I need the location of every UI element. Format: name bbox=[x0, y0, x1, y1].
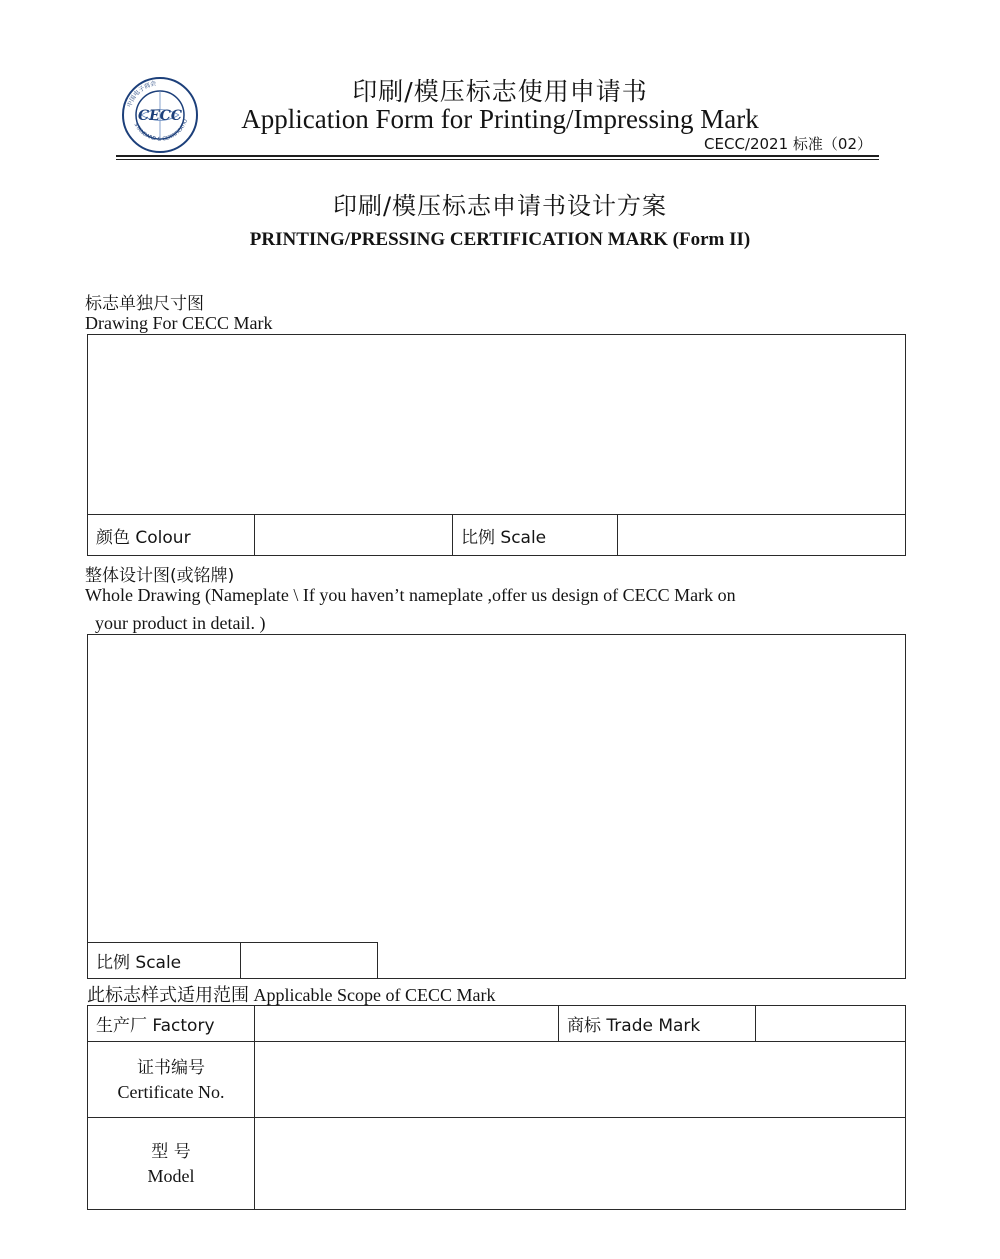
model-label-en: Model bbox=[147, 1165, 195, 1186]
trademark-field[interactable] bbox=[756, 1006, 906, 1042]
header-title-cn: 印刷/模压标志使用申请书 bbox=[352, 77, 648, 106]
whole-scale-row bbox=[87, 942, 378, 979]
section1-label-cn: 标志单独尺寸图 bbox=[85, 294, 204, 314]
model-label-cn: 型 号 bbox=[151, 1141, 191, 1162]
section3-label: 此标志样式适用范围 Applicable Scope of CECC Mark bbox=[87, 985, 496, 1005]
form-title-en: PRINTING/PRESSING CERTIFICATION MARK (Form II) bbox=[249, 229, 751, 250]
scale-label: 比例 Scale bbox=[461, 527, 547, 548]
mark-drawing-area[interactable] bbox=[87, 334, 906, 515]
scale-field[interactable] bbox=[618, 515, 906, 556]
form-title-cn: 印刷/模压标志申请书设计方案 bbox=[332, 192, 668, 220]
colour-scale-row bbox=[87, 514, 906, 556]
header-title-en: Application Form for Printing/Impressing Mark bbox=[241, 104, 759, 134]
scope-table bbox=[87, 1005, 906, 1210]
certificate-label-cn: 证书编号 bbox=[137, 1057, 205, 1078]
whole-scale-label: 比例 Scale bbox=[96, 953, 182, 973]
certificate-label-en: Certificate No. bbox=[117, 1081, 225, 1102]
colour-field[interactable] bbox=[255, 515, 453, 556]
factory-field[interactable] bbox=[255, 1006, 559, 1042]
colour-label: 颜色 Colour bbox=[96, 527, 191, 548]
cecc-logo bbox=[121, 76, 199, 154]
document-code: CECC/2021 标准（02） bbox=[704, 135, 872, 153]
svg-text:中国电子商会: 中国电子商会 bbox=[126, 80, 157, 109]
section2-label-cn: 整体设计图(或铭牌) bbox=[85, 566, 235, 586]
svg-text:STANDARD & CERTIFICATION: STANDARD & CERTIFICATIO bbox=[132, 118, 190, 143]
header-rule-thin bbox=[116, 159, 879, 160]
certificate-field[interactable] bbox=[255, 1042, 906, 1118]
header-rule bbox=[116, 155, 879, 157]
trademark-label: 商标 Trade Mark bbox=[567, 1016, 701, 1036]
model-field[interactable] bbox=[255, 1118, 906, 1210]
svg-text:CECC: CECC bbox=[137, 108, 183, 124]
factory-label: 生产厂 Factory bbox=[96, 1016, 215, 1036]
whole-scale-field[interactable] bbox=[241, 943, 378, 979]
section1-label-en: Drawing For CECC Mark bbox=[85, 313, 273, 333]
whole-drawing-area[interactable] bbox=[87, 634, 906, 979]
section2-label-en-line1: Whole Drawing (Nameplate \ If you haven’t nameplate ,offer us design of CECC Mark on bbox=[85, 585, 736, 605]
section2-label-en-line2: your product in detail. ) bbox=[95, 613, 266, 633]
